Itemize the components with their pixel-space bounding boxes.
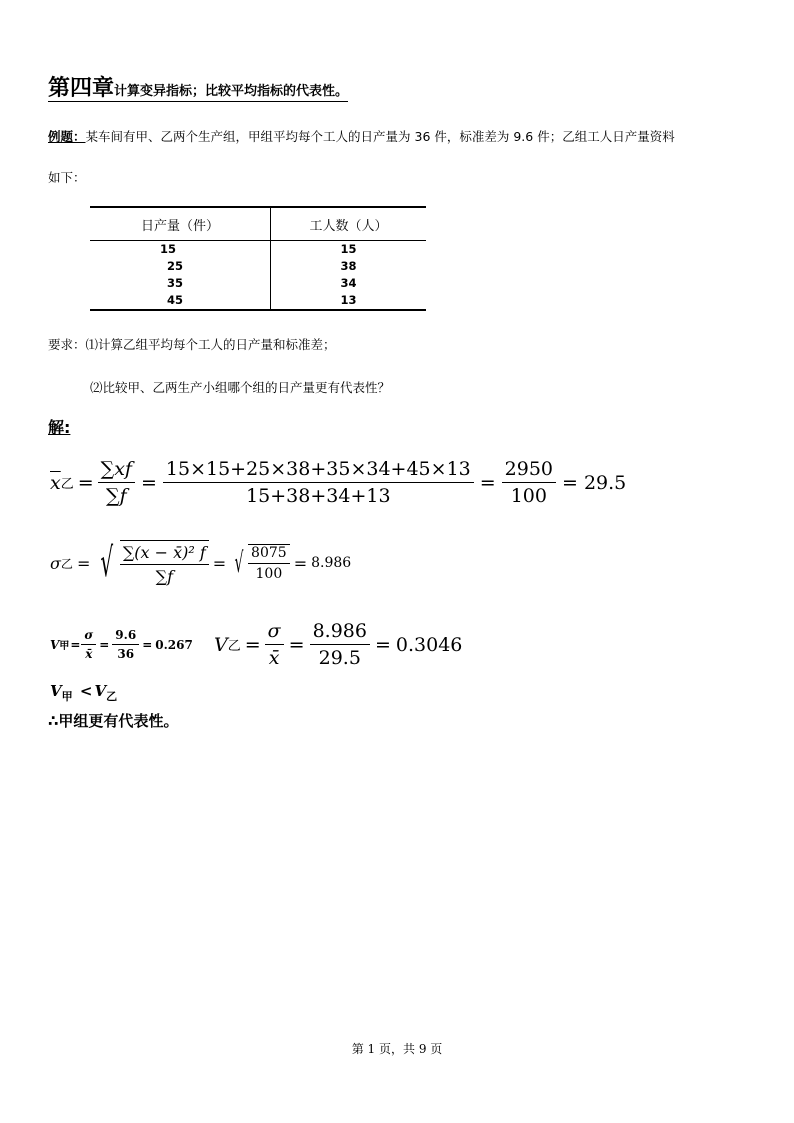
sd-symbol: σ: [50, 553, 61, 573]
page-footer: 第 1 页，共 9 页: [351, 1042, 443, 1056]
mean-symbol: $\overline{x}$: [50, 471, 61, 494]
mean-formula: $\overline{x}$ 乙 = $\frac{\sum xf}{\sum f}$ = $\frac{15\times 15+25\times 38+35\times 34+45\times 13}{15+38+34+13}$ = $\frac{2950}{100}$ = 29.5: [50, 458, 627, 507]
conclusion: ∴甲组更有代表性。: [48, 712, 179, 730]
mean-value-fraction: $\frac{2950}{100}$: [502, 458, 556, 507]
table-header-workers: 工人数（人）: [271, 207, 426, 241]
mean-subscript: 乙: [60, 477, 74, 492]
table-cell: 38: [340, 259, 357, 273]
example-text: 某车间有甲、乙两个生产组，甲组平均每个工人的日产量为 36 件，标准差为 9.6 件；乙组工人日产量资料: [85, 129, 675, 144]
page-title: [48, 78, 348, 102]
table-row: [90, 275, 426, 292]
solution-label: 解:: [48, 418, 71, 437]
sd-subscript: 乙: [60, 556, 73, 571]
comparison: $V_甲 < V_乙$: [50, 682, 118, 703]
mean-result: 29.5: [583, 471, 627, 494]
table-cell: 45: [90, 292, 271, 310]
table-cell: 15: [90, 241, 271, 259]
example-label: 例题：: [48, 129, 86, 144]
v-jia-result: 0.267: [155, 637, 193, 652]
table-cell: 35: [90, 275, 271, 292]
table-row: [90, 258, 426, 275]
table-cell: 34: [340, 276, 357, 290]
example-line-1: [48, 127, 675, 145]
table-cell: 15: [340, 242, 357, 256]
requirement-1: 要求：⑴计算乙组平均每个工人的日产量和标准差；: [48, 337, 336, 352]
chapter-subtitle: 计算变异指标；比较平均指标的代表性。: [114, 84, 349, 99]
table-header-output: 日产量（件）: [90, 207, 271, 241]
sqrt-symbol-2: √: [234, 546, 244, 579]
output-table: [90, 206, 426, 311]
sqrt-symbol: √: [100, 540, 114, 586]
v-yi-formula: V 乙 = $\frac{\sigma}{x̄}$ = $\frac{8.986}{29.5}$ = 0.3046: [214, 620, 463, 669]
table-cell: 25: [90, 258, 271, 275]
mean-definition: $\frac{\sum xf}{\sum f}$: [98, 458, 135, 507]
v-yi-result: 0.3046: [395, 633, 463, 656]
sd-radicand: $\frac{\text{∑(x − x̄)² f}}{\sum f}$: [120, 540, 209, 586]
table-cell: 13: [271, 292, 426, 310]
example-line-2: 如下：: [48, 170, 86, 185]
sd-result: 8.986: [311, 555, 352, 571]
table-row: [90, 292, 426, 310]
sd-value-radicand: $\frac{8075}{100}$: [248, 544, 290, 582]
mean-expansion: $\frac{15\times 15+25\times 38+35\times 34+45\times 13}{15+38+34+13}$: [163, 458, 474, 507]
table-row: [90, 241, 426, 259]
v-jia-formula: V 甲 = $\frac{\sigma}{x̄}$ = $\frac{9.6}{36}$ = 0.267: [50, 628, 193, 661]
sd-formula: σ 乙 = √ $\frac{\text{∑(x − x̄)² f}}{\sum f}$ = √ $\frac{8075}{100}$ = 8.986: [50, 540, 352, 586]
chapter-heading: 第四章: [48, 76, 115, 101]
requirement-2: ⑵比较甲、乙两生产小组哪个组的日产量更有代表性？: [90, 380, 391, 395]
